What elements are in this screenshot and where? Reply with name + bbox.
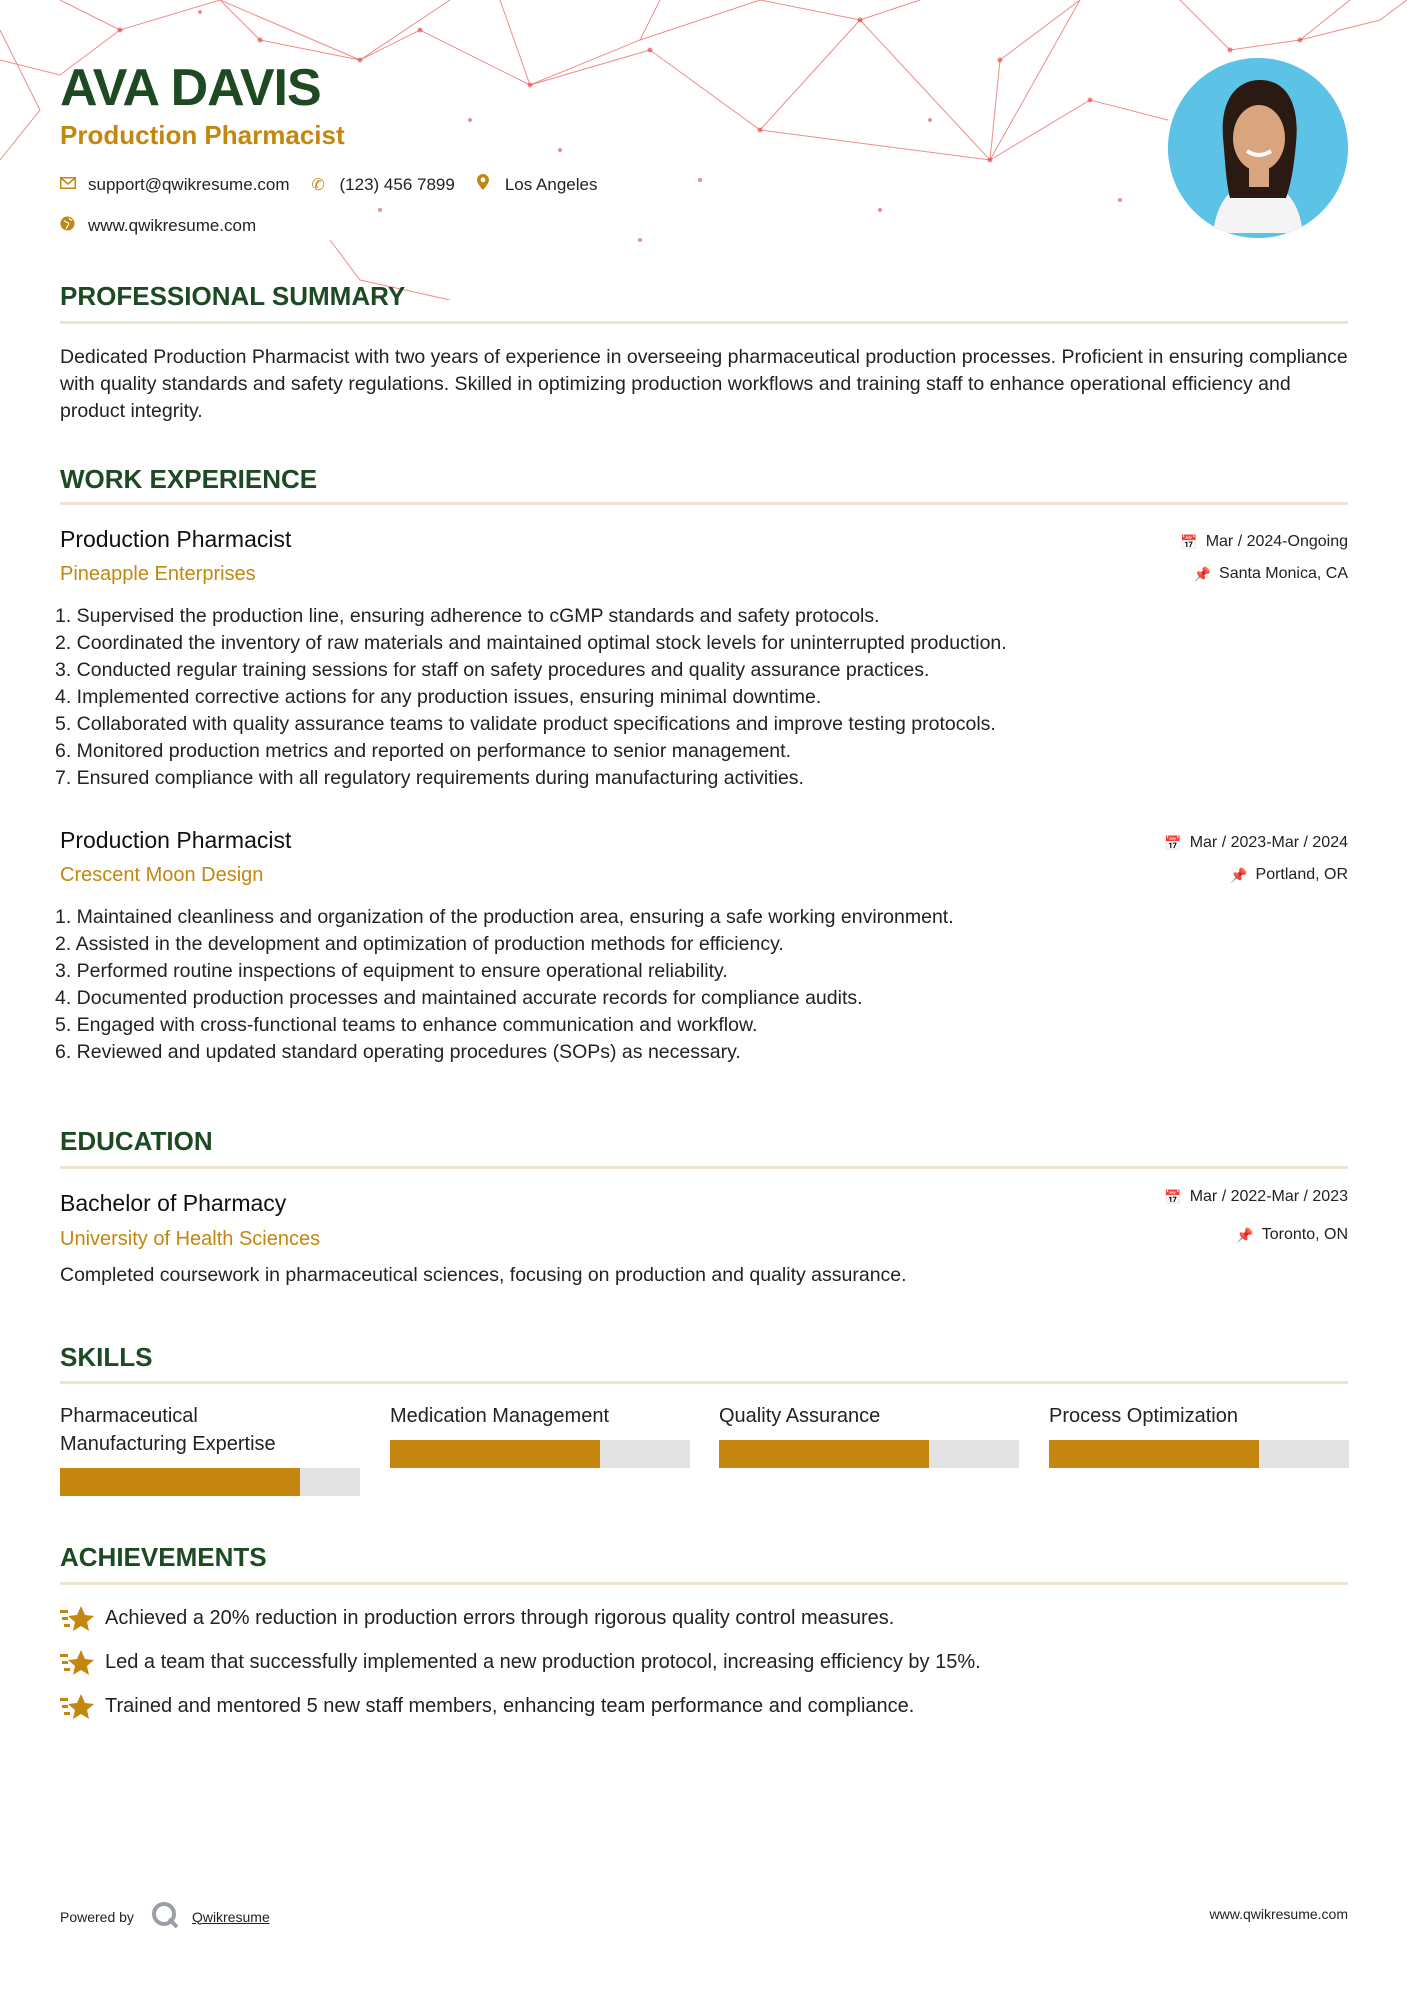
education-dates-text: Mar / 2022-Mar / 2023 (1189, 1188, 1348, 1205)
list-item: 7. Ensured compliance with all regulatory requirements during manufacturing activities. (55, 767, 804, 789)
skills-divider (60, 1381, 1348, 1384)
list-item: 6. Monitored production metrics and reported on performance to senior management. (55, 740, 791, 762)
skill-level-bar (1049, 1440, 1349, 1468)
job-location (1194, 565, 1348, 583)
skill-level-fill (390, 1440, 600, 1468)
powered-by-label: Powered by (60, 1908, 134, 1925)
website-text: www.qwikresume.com (88, 216, 257, 235)
experience-heading: WORK EXPERIENCE (60, 464, 318, 494)
job-1-bullet-list (55, 603, 1007, 792)
job-location-text: Santa Monica, CA (1219, 565, 1348, 582)
pushpin-icon: 📌 (1193, 565, 1212, 582)
list-item: 4. Documented production processes and maintained accurate records for compliance audits. (55, 987, 863, 1009)
skill-item (60, 1402, 360, 1458)
candidate-role: Production Pharmacist (60, 120, 345, 150)
skill-level-fill (1049, 1440, 1259, 1468)
contact-website[interactable] (60, 216, 256, 236)
summary-heading: PROFESSIONAL SUMMARY (60, 281, 406, 311)
achievement-item (60, 1604, 894, 1632)
skills-heading: SKILLS (60, 1342, 153, 1372)
job-dates (1180, 533, 1348, 551)
globe-icon (60, 216, 88, 236)
profile-photo-illustration (1168, 58, 1348, 238)
summary-divider (60, 321, 1348, 324)
skill-level-bar (60, 1468, 360, 1496)
education-location-text: Toronto, ON (1261, 1226, 1348, 1243)
qwikresume-link[interactable]: Qwikresume (191, 1908, 270, 1925)
achievement-text: Trained and mentored 5 new staff members, enhancing team performance and compliance. (105, 1694, 915, 1717)
star-badge-icon (60, 1648, 105, 1676)
phone-icon: ✆ (311, 176, 325, 194)
job-2-bullet-list (55, 904, 954, 1066)
job-dates-text: Mar / 2023-Mar / 2024 (1189, 834, 1348, 851)
job-company: Crescent Moon Design (60, 864, 264, 886)
skill-item (719, 1402, 1019, 1430)
job-dates-text: Mar / 2024-Ongoing (1205, 533, 1348, 550)
star-badge-icon (60, 1692, 105, 1720)
experience-divider (60, 502, 1348, 505)
job-company: Pineapple Enterprises (60, 563, 256, 585)
profile-photo (1168, 58, 1348, 238)
pushpin-icon: 📌 (1230, 866, 1248, 883)
star-badge-icon (60, 1604, 105, 1632)
footer-website[interactable]: www.qwikresume.com (1209, 1906, 1348, 1922)
contact-phone[interactable] (312, 175, 455, 195)
skill-level-fill (60, 1468, 300, 1496)
list-item: 5. Engaged with cross-functional teams to enhance communication and workflow. (55, 1014, 758, 1036)
summary-text: Dedicated Production Pharmacist with two years of experience in overseeing pharmaceutical production processes. Proficient in ensuring compliance with quality standards and safety regulations. Skilled in optimizing production workflows and training staff to enhance operational efficiency and product integrity. (60, 346, 1348, 422)
contact-row-primary (60, 174, 619, 195)
email-text: support@qwikresume.com (88, 174, 290, 194)
achievement-item (60, 1648, 981, 1676)
job-location (1230, 866, 1348, 884)
skill-item (390, 1402, 690, 1430)
map-pin-icon (477, 174, 505, 195)
skill-name: Pharmaceutical Manufacturing Expertise (60, 1405, 276, 1455)
education-description: Completed coursework in pharmaceutical sciences, focusing on production and quality assurance. (60, 1264, 907, 1286)
list-item: 3. Conducted regular training sessions for staff on safety procedures and quality assurance practices. (55, 659, 930, 681)
education-divider (60, 1166, 1348, 1169)
degree-title: Bachelor of Pharmacy (60, 1190, 287, 1216)
list-item: 6. Reviewed and updated standard operating procedures (SOPs) as necessary. (55, 1041, 741, 1063)
skill-name: Process Optimization (1049, 1405, 1238, 1427)
list-item: 1. Maintained cleanliness and organization of the production area, ensuring a safe working environment. (55, 906, 954, 928)
contact-row-secondary (60, 216, 278, 236)
candidate-name: AVA DAVIS (60, 59, 321, 117)
skill-level-bar (390, 1440, 690, 1468)
list-item: 5. Collaborated with quality assurance teams to validate product specifications and improve testing protocols. (55, 713, 996, 735)
job-location-text: Portland, OR (1255, 866, 1348, 883)
calendar-icon: 📅 (1164, 834, 1182, 851)
calendar-icon: 📅 (1164, 1188, 1182, 1205)
list-item: 2. Coordinated the inventory of raw materials and maintained optimal stock levels for uninterrupted production. (55, 632, 1007, 654)
education-heading: EDUCATION (60, 1126, 213, 1156)
skill-level-fill (719, 1440, 929, 1468)
job-dates (1164, 834, 1348, 852)
achievement-item (60, 1692, 914, 1720)
achievements-divider (60, 1582, 1348, 1585)
qwikresume-logo-icon (150, 1900, 180, 1933)
calendar-icon: 📅 (1180, 533, 1198, 550)
skill-name: Medication Management (390, 1405, 610, 1427)
list-item: 2. Assisted in the development and optimization of production methods for efficiency. (55, 933, 784, 955)
footer-powered-by (60, 1900, 270, 1933)
envelope-icon (60, 176, 88, 194)
job-title: Production Pharmacist (60, 526, 292, 552)
list-item: 1. Supervised the production line, ensuring adherence to cGMP standards and safety protocols. (55, 605, 880, 627)
location-text: Los Angeles (504, 174, 598, 194)
pushpin-icon: 📌 (1236, 1226, 1254, 1243)
list-item: 3. Performed routine inspections of equipment to ensure operational reliability. (55, 960, 728, 982)
skill-level-bar (719, 1440, 1019, 1468)
contact-email[interactable] (60, 175, 290, 195)
phone-text: (123) 456 7899 (339, 174, 455, 194)
skill-item (1049, 1402, 1349, 1430)
contact-location (477, 174, 598, 195)
job-title: Production Pharmacist (60, 827, 292, 853)
achievements-heading: ACHIEVEMENTS (60, 1542, 267, 1572)
skill-name: Quality Assurance (719, 1405, 881, 1427)
achievement-text: Led a team that successfully implemented a new production protocol, increasing efficiency by 15%. (105, 1650, 981, 1673)
achievement-text: Achieved a 20% reduction in production errors through rigorous quality control measures. (105, 1606, 895, 1629)
school-name: University of Health Sciences (60, 1228, 321, 1250)
education-location (1236, 1226, 1348, 1244)
education-dates (1164, 1188, 1348, 1206)
list-item: 4. Implemented corrective actions for any production issues, ensuring minimal downtime. (55, 686, 822, 708)
